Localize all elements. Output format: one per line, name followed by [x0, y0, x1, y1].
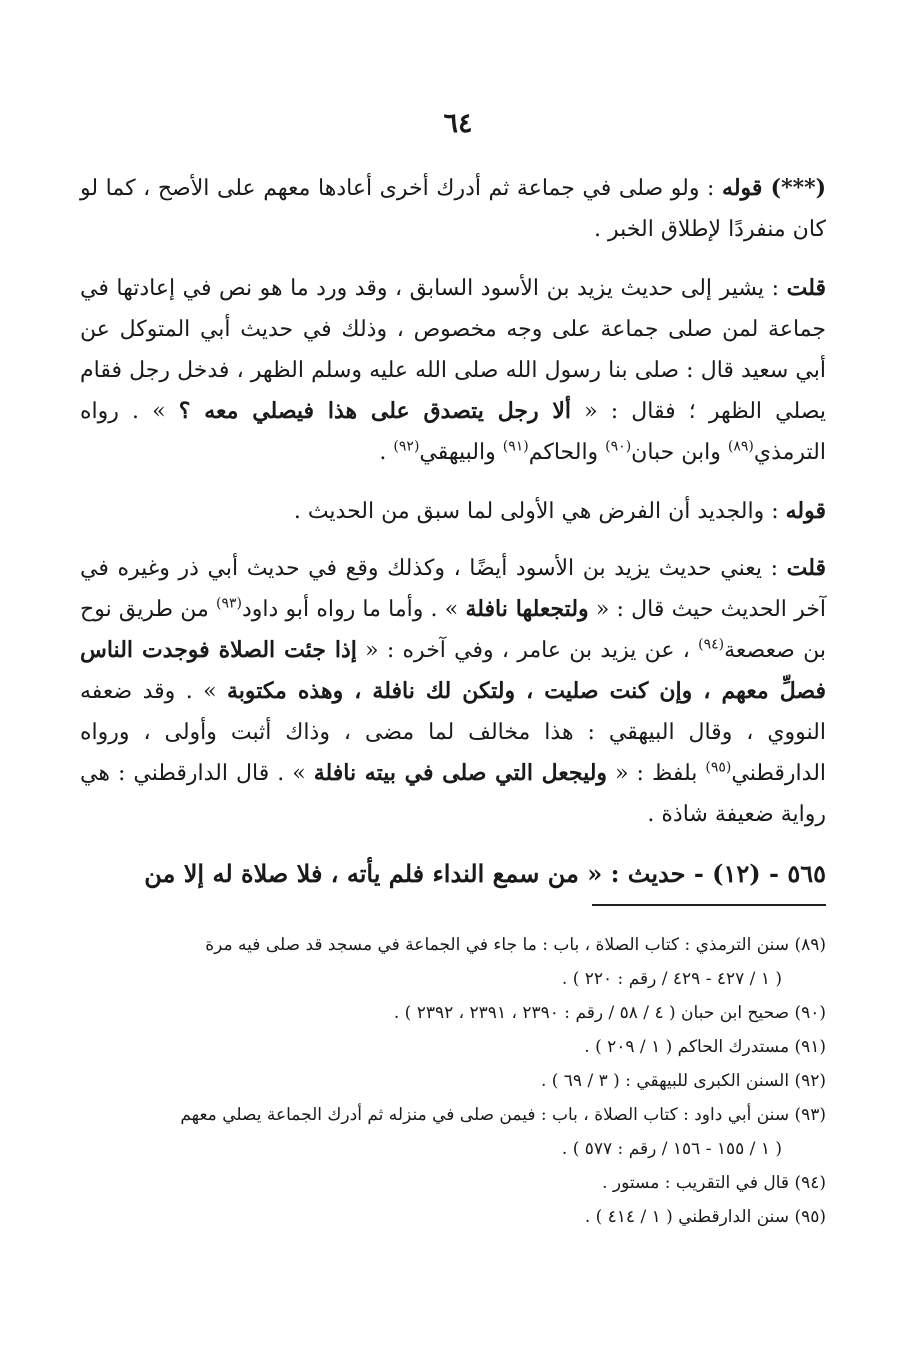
- paragraph-text: : والجديد أن الفرض هي الأولى لما سبق من الحديث .: [293, 499, 786, 524]
- footnote-91: (٩١) مستدرك الحاكم ( ١ / ٢٠٩ ) .: [584, 1037, 826, 1057]
- paragraph-label: قلت: [786, 555, 826, 581]
- footnote-ref-90[interactable]: (٩٠): [605, 438, 632, 455]
- footnote-92: (٩٢) السنن الكبرى للبيهقي : ( ٣ / ٦٩ ) .: [540, 1071, 826, 1091]
- footnote-ref-91[interactable]: (٩١): [502, 438, 529, 455]
- footnote-ref-95[interactable]: (٩٥): [705, 759, 732, 776]
- footnote-ref-93[interactable]: (٩٣): [215, 595, 242, 612]
- footnotes: [80, 928, 826, 1234]
- hadith-quote: وليجعل التي صلى في بيته نافلة: [313, 760, 608, 786]
- paragraph-qawluh-1: [80, 168, 826, 250]
- main-text: [80, 168, 826, 912]
- page-number: ٦٤: [443, 108, 473, 139]
- footnote-ref-92[interactable]: (٩٢): [393, 438, 420, 455]
- paragraph-label: قوله: [785, 498, 826, 524]
- paragraph-qultu-1: قلت : يشير إلى حديث يزيد بن الأسود السابق ، وقد ورد ما هو نص في إعادتها في جماعة لمن صلى جماعة على وجه مخصوص ، وذلك في حديث أبي المتوكل عن أبي سعيد قال : صلى بنا رسول الله صلى الله عليه وسلم الظهر ، فدخل رجل فقام يصلي الظهر ؛ فقال : « ألا رجل يتصدق على هذا فيصلي معه ؟ » . رواه الترمذي$^{(٨٩)}$ وابن حبان$^{(٩٠)}$ والحاكم$^{(٩١)}$ والبيهقي$^{(٩٢)}$ .: [80, 275, 826, 465]
- paragraph-label: قلت: [786, 275, 826, 301]
- footnote-ref-94[interactable]: (٩٤): [698, 636, 725, 653]
- paragraph-qultu-2: قلت : يعني حديث يزيد بن الأسود أيضًا ، وكذلك وقع في حديث أبي ذر وغيره في آخر الحديث حيث قال : « ولتجعلها نافلة » . وأما ما رواه أبو داود$^{(٩٣)}$ من طريق نوح بن صعصعة$^{(٩٤)}$ ، عن يزيد بن عامر ، وفي آخره : « إذا جئت الصلاة فوجدت الناس فصلِّ معهم ، وإن كنت صليت ، ولتكن لك نافلة ، وهذه مكتوبة » . وقد ضعفه النووي ، وقال البيهقي : هذا مخالف لما مضى ، وذاك أثبت وأولى ، ورواه الدارقطني$^{(٩٥)}$ بلفظ : « وليجعل التي صلى في بيته نافلة » . قال الدارقطني : هي رواية ضعيفة شاذة .: [80, 555, 827, 827]
- footnote-89: (٨٩) سنن الترمذي : كتاب الصلاة ، باب : ما جاء في الجماعة في مسجد قد صلى فيه مرة ( ١ / ٤٢٧ - ٤٢٩ / رقم : ٢٢٠ ) .: [205, 935, 826, 989]
- footnote-94: (٩٤) قال في التقريب : مستور .: [602, 1173, 826, 1193]
- hadith-heading: ٥٦٥ - (١٢) - حديث : « من سمع النداء فلم يأته ، فلا صلاة له إلا من: [144, 859, 826, 888]
- footnote-ref-89[interactable]: (٨٩): [727, 438, 754, 455]
- footnote-separator: [592, 904, 826, 906]
- paragraph-label: (***) قوله: [722, 175, 826, 201]
- hadith-quote: ألا رجل يتصدق على هذا فيصلي معه ؟: [178, 398, 572, 424]
- footnote-93: (٩٣) سنن أبي داود : كتاب الصلاة ، باب : فيمن صلى في منزله ثم أدرك الجماعة يصلي معهم ( ١ / ١٥٥ - ١٥٦ / رقم : ٥٧٧ ) .: [180, 1105, 826, 1159]
- hadith-quote: ولتجعلها نافلة: [465, 596, 589, 622]
- paragraph-text: : ولو صلى في جماعة ثم أدرك أخرى أعادها معهم على الأصح ، كما لو كان منفردًا لإطلاق الخبر .: [80, 176, 826, 242]
- footnote-90: (٩٠) صحيح ابن حبان ( ٤ / ٥٨ / رقم : ٢٣٩٠ ، ٢٣٩١ ، ٢٣٩٢ ) .: [393, 1003, 826, 1023]
- footnote-95: (٩٥) سنن الدارقطني ( ١ / ٤١٤ ) .: [584, 1207, 826, 1227]
- hadith-quote: إذا جئت الصلاة فوجدت الناس فصلِّ معهم ، وإن كنت صليت ، ولتكن لك نافلة ، وهذه مكتوبة: [80, 637, 826, 704]
- paragraph-qawluh-2: [80, 491, 826, 532]
